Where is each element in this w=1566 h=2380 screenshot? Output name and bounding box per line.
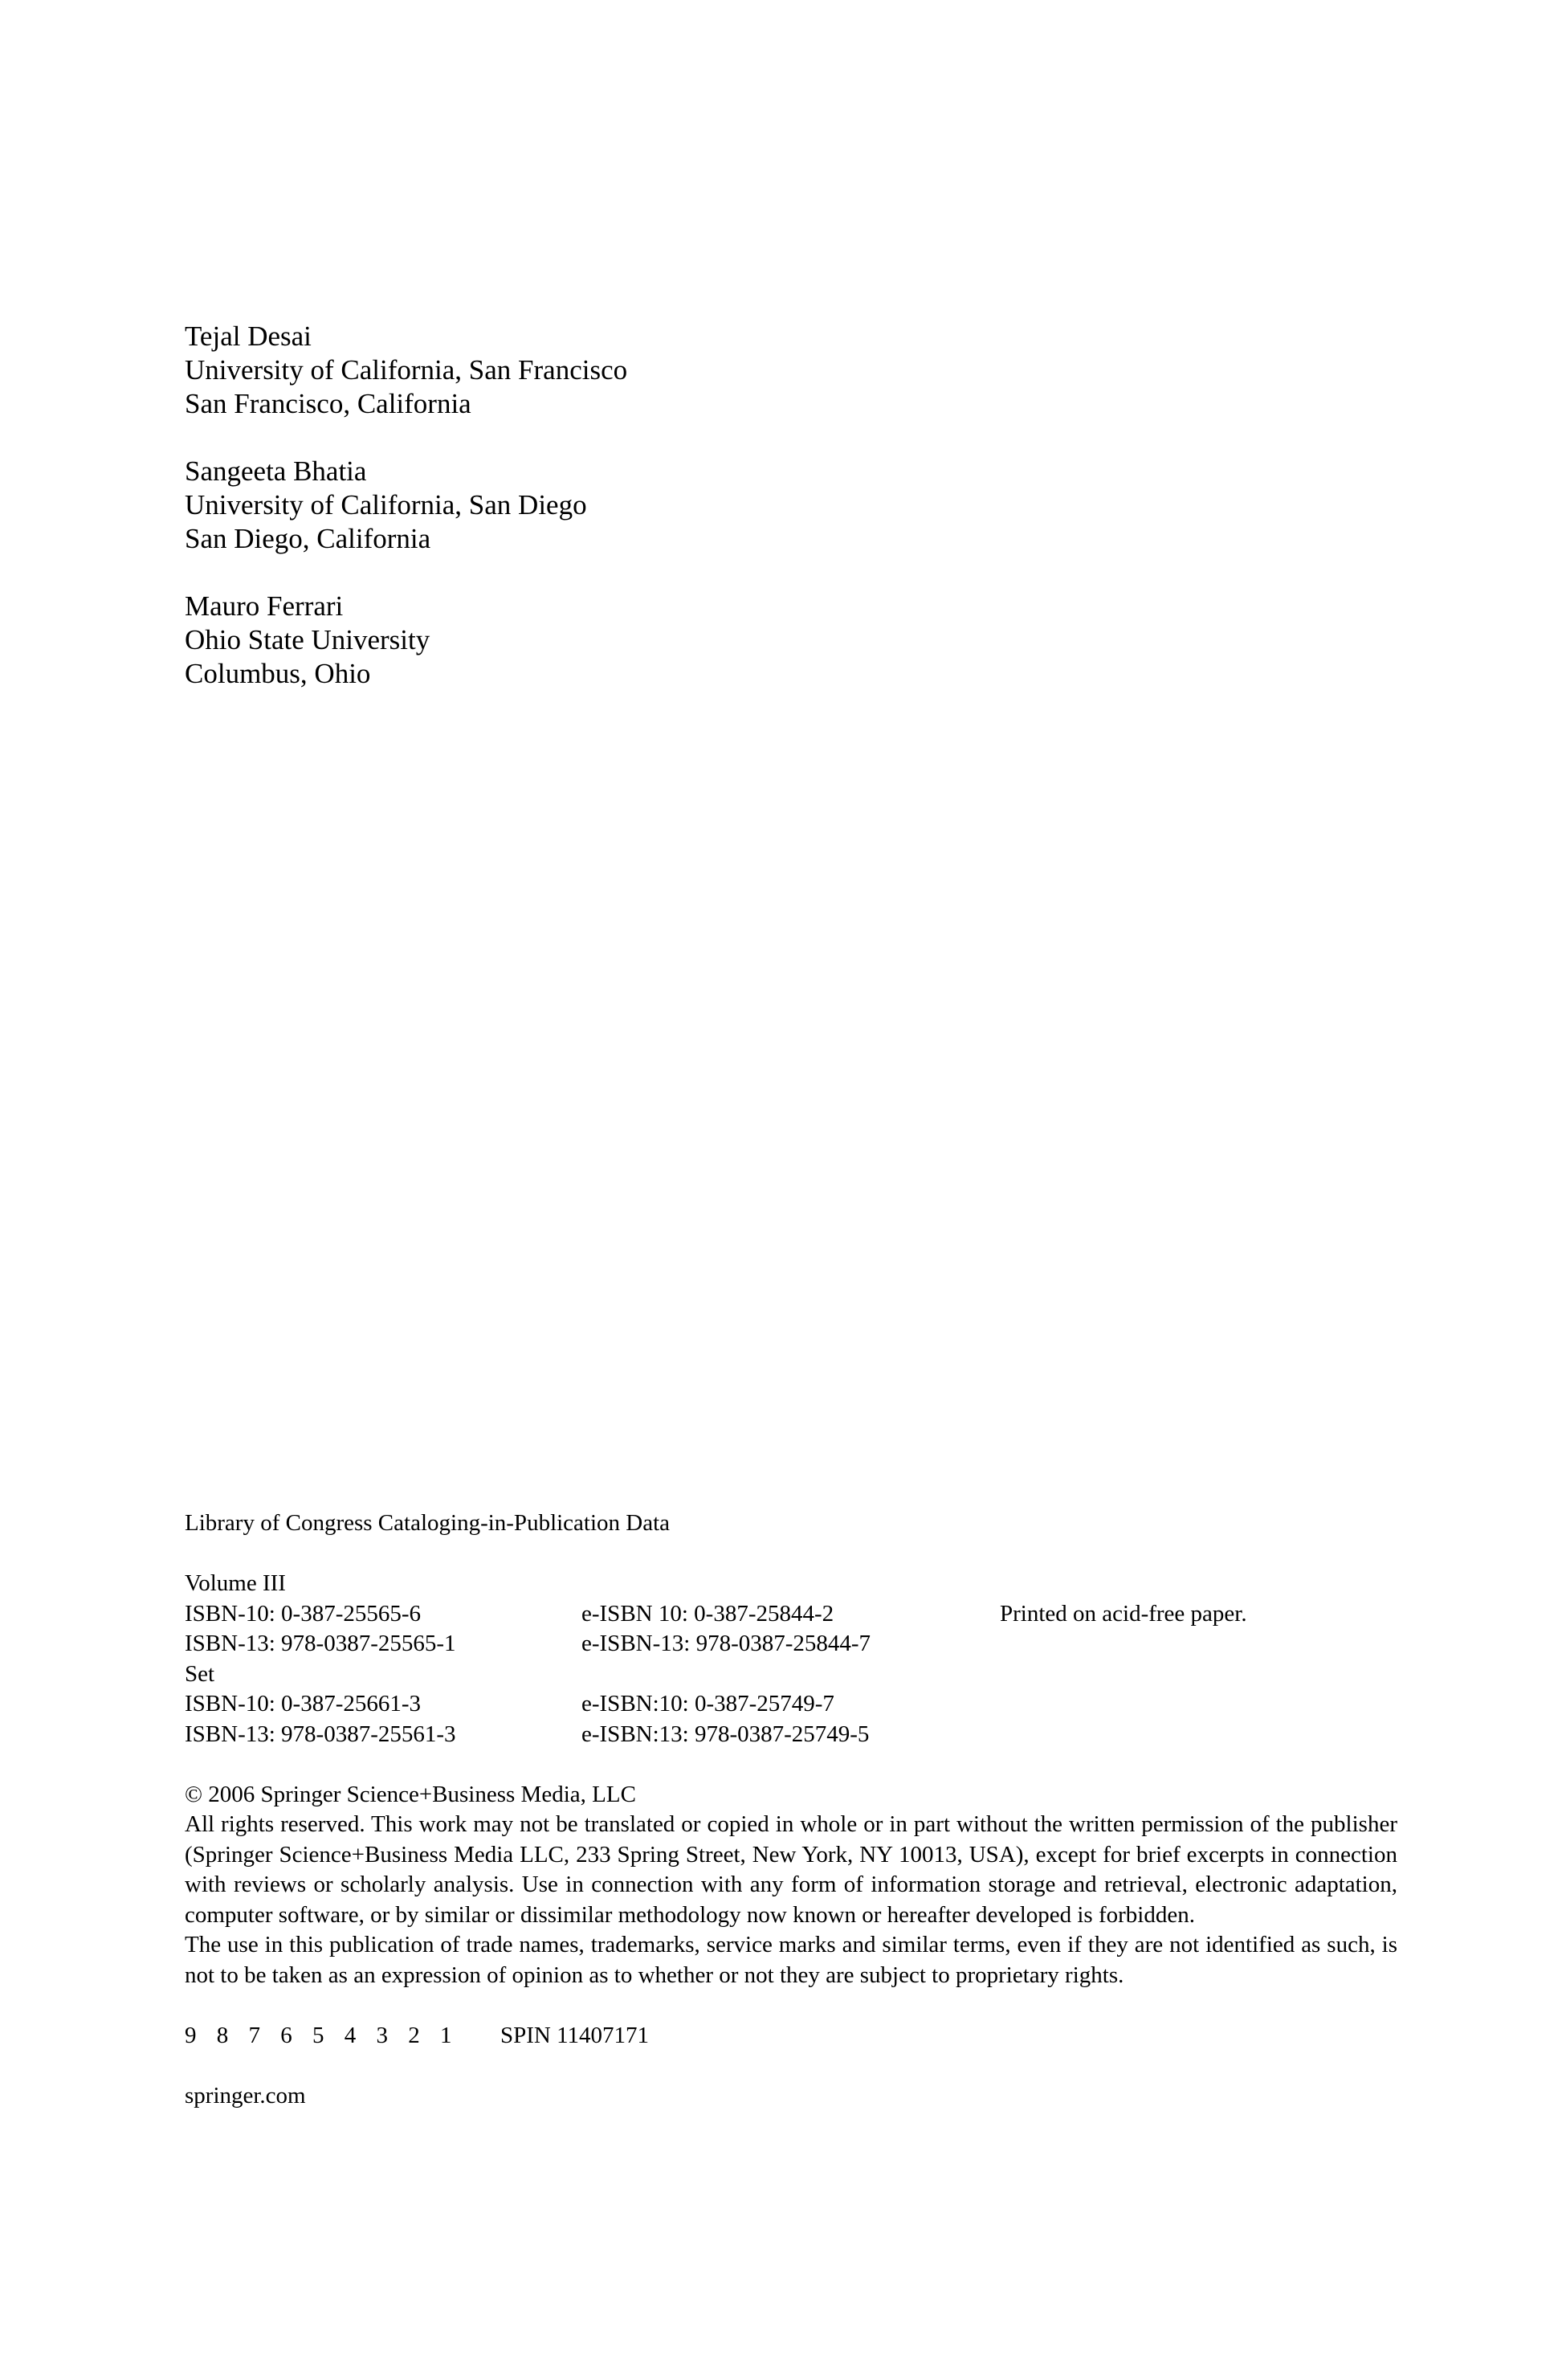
set-isbn10: ISBN-10: 0-387-25661-3	[185, 1691, 422, 1717]
volume-eisbn10: e-ISBN 10: 0-387-25844-2	[581, 1600, 834, 1627]
print-run-line	[185, 2021, 1397, 2051]
editor-name: Sangeeta Bhatia	[185, 455, 367, 487]
print-run-digits: 9 8 7 6 5 4 3 2 1	[185, 2022, 459, 2048]
set-eisbn10: e-ISBN:10: 0-387-25749-7	[581, 1691, 834, 1717]
volume-isbn13: ISBN-13: 978-0387-25565-1	[185, 1631, 456, 1656]
cataloging-heading: Library of Congress Cataloging-in-Publication Data	[185, 1510, 671, 1536]
trademark-paragraph: The use in this publication of trade names, trademarks, service marks and similar terms, even if they are not identified as such, is not to be taken as an expression of opinion as to whether or not they are subject to proprietary rights.	[185, 1932, 1397, 1988]
editor-entry	[185, 455, 1148, 556]
acid-free-paper-note: Printed on acid-free paper.	[1000, 1600, 1247, 1627]
copyright-notice: © 2006 Springer Science+Business Media, LLC	[185, 1781, 636, 1807]
editor-location: San Diego, California	[185, 523, 431, 554]
set-isbn10-row	[185, 1689, 1397, 1720]
set-label: Set	[185, 1660, 215, 1687]
volume-label-row	[185, 1569, 1397, 1599]
spin-number: SPIN 11407171	[500, 2022, 650, 2048]
editor-institution: Ohio State University	[185, 624, 430, 655]
editor-entry	[185, 320, 1148, 421]
editor-institution: University of California, San Diego	[185, 489, 587, 520]
editor-location: San Francisco, California	[185, 388, 471, 419]
cataloging-block	[185, 1508, 1397, 2111]
volume-isbn10-row	[185, 1599, 1397, 1630]
volume-isbn10: ISBN-10: 0-387-25565-6	[185, 1600, 422, 1627]
volume-isbn13-row	[185, 1629, 1397, 1659]
set-label-row	[185, 1659, 1397, 1690]
editor-location: Columbus, Ohio	[185, 658, 371, 689]
editor-name: Mauro Ferrari	[185, 590, 344, 622]
publisher-website: springer.com	[185, 2082, 306, 2109]
editor-name: Tejal Desai	[185, 320, 312, 352]
set-eisbn13: e-ISBN:13: 978-0387-25749-5	[581, 1721, 870, 1747]
set-isbn13: ISBN-13: 978-0387-25561-3	[185, 1721, 456, 1747]
set-isbn13-row	[185, 1720, 1397, 1750]
editors-block	[185, 320, 1148, 725]
rights-paragraph: All rights reserved. This work may not be translated or copied in whole or in part without the written permission of the publisher (Springer Science+Business Media LLC, 233 Spring Street, New York, NY 10013, USA), except for brief excerpts in connection with reviews or scholarly analysis. Use in connection with any form of information storage and retrieval, electronic adaptation, computer software, or by similar or dissimilar methodology now known or hereafter developed is forbidden.	[185, 1811, 1397, 1928]
copyright-block	[185, 1780, 1397, 1991]
volume-label: Volume III	[185, 1570, 286, 1596]
volume-eisbn13: e-ISBN-13: 978-0387-25844-7	[581, 1631, 871, 1656]
editor-entry	[185, 590, 1148, 691]
editor-institution: University of California, San Francisco	[185, 354, 628, 386]
